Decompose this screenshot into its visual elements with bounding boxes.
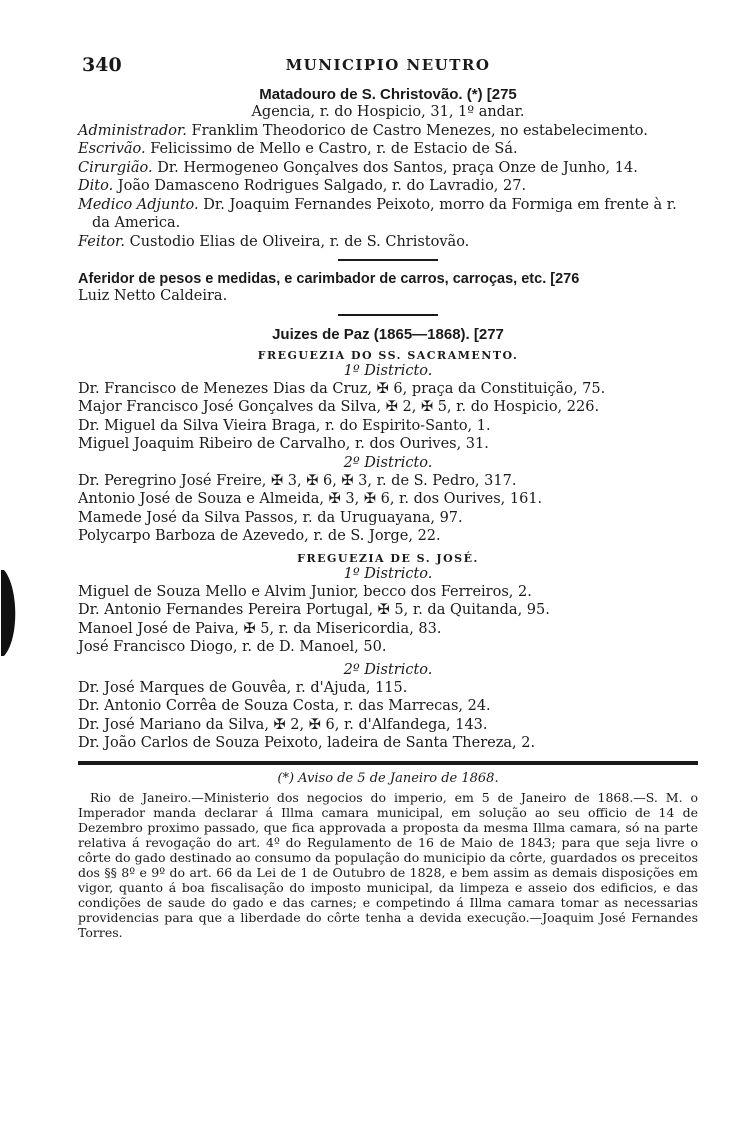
page-number: 340 <box>82 54 122 76</box>
judge-entry: Dr. José Mariano da Silva, ✠ 2, ✠ 6, r. d'Alfandega, 143. <box>78 716 488 733</box>
district-heading: 2º Districto. <box>343 454 433 471</box>
footnote-body: Rio de Janeiro.—Ministerio dos negocios do imperio, em 5 de Janeiro de 1868.—S. M. o Imperador manda declarar á Illma camara municipal, em solução ao seu officio de 14 de Dezembro proximo passado, que fica approvada a proposta da mesma Illma camara, só na parte relativa á revogação do art. 4º do Regulamento de 16 de Maio de 1843; para que seja livre o côrte do gado destinado ao consumo da população do municipio da côrte, guardados os preceitos dos §§ 8º e 9º do art. 66 da Lei de 1 de Outubro de 1828, e bem assim as demais disposições em vigor, quanto á boa fiscalisação do imposto municipal, da limpeza e asseio dos edificios, e das condições de saude do gado e das carnes; e competindo á Illma camara tomar as necessarias providencias para que a liberdade do côrte tenha a devida execução.—Joaquim José Fernandes Torres. <box>78 789 698 940</box>
juizes-title: Juizes de Paz (1865—1868). [277 <box>272 325 504 343</box>
staff-role: Escrivão. <box>78 141 146 157</box>
judge-entry: Polycarpo Barboza de Azevedo, r. de S. Jorge, 22. <box>78 528 441 544</box>
page-header <box>78 50 698 78</box>
judge-entry: Dr. Miguel da Silva Vieira Braga, r. do Espirito-Santo, 1. <box>78 417 491 434</box>
judge-entry: Dr. João Carlos de Souza Peixoto, ladeira de Santa Thereza, 2. <box>78 735 536 751</box>
judge-list <box>78 679 698 753</box>
matadouro-agency: Agencia, r. do Hospicio, 31, 1º andar. <box>251 104 525 120</box>
judge-entry: Dr. Antonio Fernandes Pereira Portugal, ✠ 5, r. da Quitanda, 95. <box>78 602 550 618</box>
staff-text: Custodio Elias de Oliveira, r. de S. Christovão. <box>125 233 470 250</box>
district-heading: 2º Districto. <box>343 661 433 678</box>
aferidor-title: Aferidor de pesos e medidas, e carimbador de carros, carroças, etc. [276 <box>78 271 580 287</box>
staff-entry <box>78 177 698 196</box>
staff-role: Dito. <box>78 178 114 194</box>
judge-entry: Miguel Joaquim Ribeiro de Carvalho, r. dos Ourives, 31. <box>78 436 489 452</box>
matadouro-title: Matadouro de S. Christovão. (*) [275 <box>259 86 517 103</box>
footnote-heading: (*) Aviso de 5 de Janeiro de 1868. <box>277 770 499 786</box>
aferidor-name: Luiz Netto Caldeira. <box>78 288 228 304</box>
staff-entry <box>78 233 698 252</box>
judge-entry: Antonio José de Souza e Almeida, ✠ 3, ✠ 6, r. dos Ourives, 161. <box>78 491 543 507</box>
judge-entry: Dr. José Marques de Gouvêa, r. d'Ajuda, 115. <box>78 679 408 696</box>
staff-role: Feitor. <box>78 233 125 250</box>
staff-text: Felicissimo de Mello e Castro, r. de Estacio de Sá. <box>145 141 518 157</box>
judge-list <box>78 380 698 454</box>
parish-heading: FREGUEZIA DO SS. SACRAMENTO. <box>257 348 519 362</box>
book-page <box>78 50 698 940</box>
page-edge-mark <box>0 568 22 658</box>
staff-entry <box>78 196 698 233</box>
footnote-rule <box>78 761 698 765</box>
staff-entry <box>78 122 698 141</box>
judge-entry: Major Francisco José Gonçalves da Silva, ✠ 2, ✠ 5, r. do Hospicio, 226. <box>78 399 600 415</box>
staff-entry <box>78 140 698 159</box>
staff-text: João Damasceno Rodrigues Salgado, r. do Lavradio, 27. <box>113 178 527 194</box>
staff-role: Administrador. <box>78 122 187 139</box>
section-rule <box>338 314 438 316</box>
district-heading: 1º Districto. <box>343 565 433 582</box>
judge-entry: Manoel José de Paiva, ✠ 5, r. da Misericordia, 83. <box>78 620 442 637</box>
judge-entry: Dr. Francisco de Menezes Dias da Cruz, ✠ 6, praça da Constituição, 75. <box>78 380 606 397</box>
judge-list <box>78 472 698 546</box>
judge-entry: Miguel de Souza Mello e Alvim Junior, becco dos Ferreiros, 2. <box>78 583 532 600</box>
staff-entry <box>78 159 698 178</box>
section-rule <box>338 259 438 261</box>
staff-text: Franklim Theodorico de Castro Menezes, no estabelecimento. <box>186 122 648 139</box>
judge-entry: Dr. Antonio Corrêa de Souza Costa, r. das Marrecas, 24. <box>78 698 491 714</box>
staff-role: Cirurgião. <box>78 159 153 176</box>
judge-entry: José Francisco Diogo, r. de D. Manoel, 50. <box>78 639 387 655</box>
district-heading: 1º Districto. <box>343 362 433 379</box>
matadouro-staff <box>78 122 698 252</box>
judge-entry: Dr. Peregrino José Freire, ✠ 3, ✠ 6, ✠ 3, r. de S. Pedro, 317. <box>78 472 517 489</box>
running-head: MUNICIPIO NEUTRO <box>285 56 491 74</box>
parish-heading: FREGUEZIA DE S. JOSÉ. <box>297 551 479 565</box>
staff-text: Dr. Hermogeneo Gonçalves dos Santos, praça Onze de Junho, 14. <box>152 159 638 176</box>
staff-role: Medico Adjunto. <box>78 196 199 213</box>
staff-text: Dr. Joaquim Fernandes Peixoto, morro da Formiga em frente à r. da America. <box>92 196 677 231</box>
judge-list <box>78 583 698 657</box>
judge-entry: Mamede José da Silva Passos, r. da Uruguayana, 97. <box>78 509 463 526</box>
